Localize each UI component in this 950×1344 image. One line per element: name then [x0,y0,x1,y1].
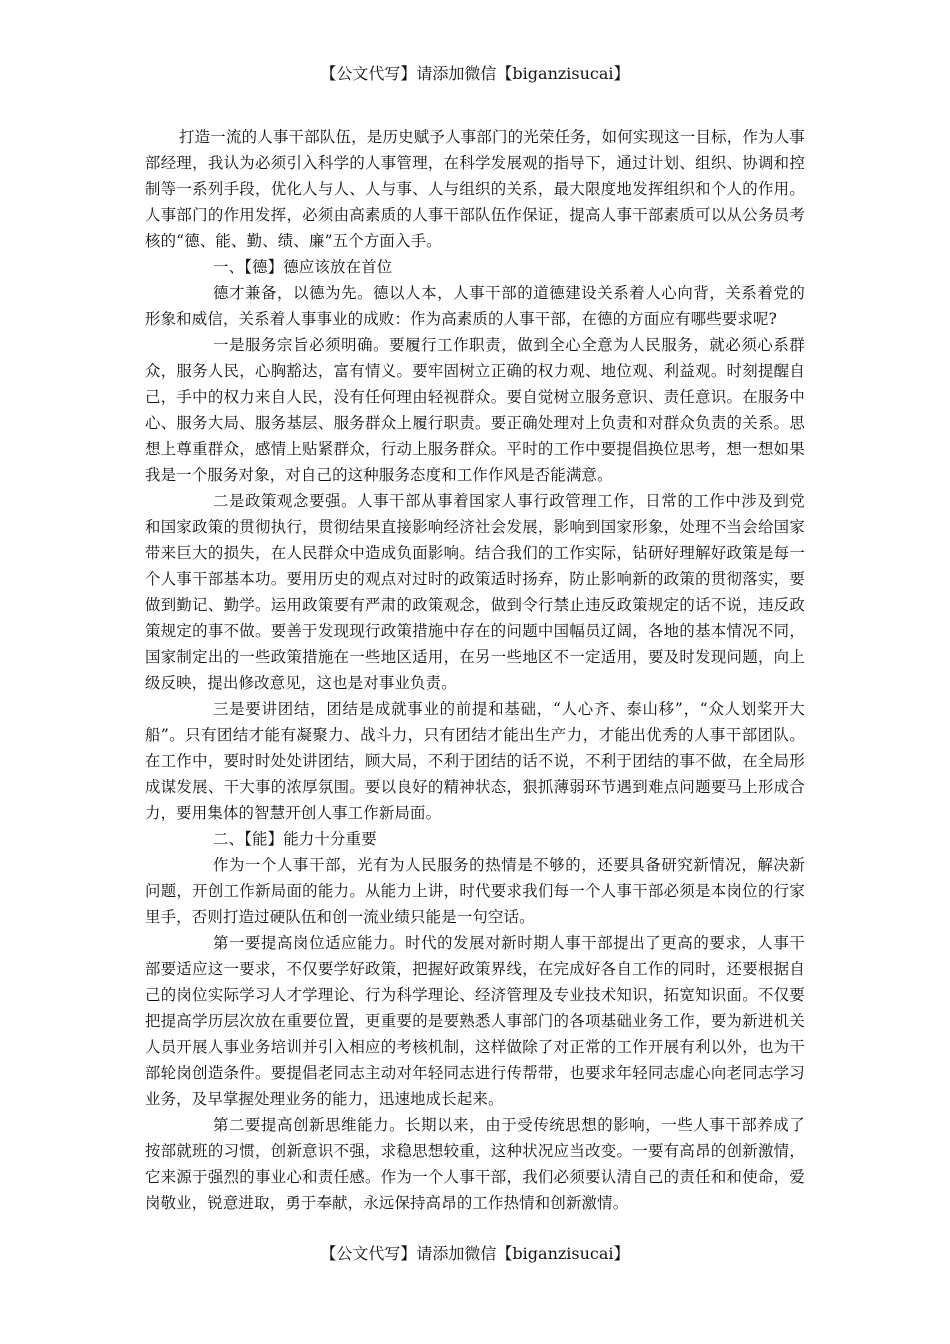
paragraph-neng-3: 第二要提高创新思维能力。长期以来，由于受传统思想的影响，一些人事干部养成了按部就班的习惯，创新意识不强，求稳思想较重，这种状况应当改变。一要有高昂的创新激情，它来源于强烈的事业心和责任感。作为一个人事干部，我们必须要认清自己的责任和和使命，爱岗敬业，锐意进取，勇于奉献，永远保持高昂的工作热情和创新激情。 [145,1116,805,1212]
page-header: 【公文代写】请添加微信【biganzisucai】 [320,64,630,83]
section-heading-de: 一、【德】德应该放在首位 [213,258,393,276]
paragraph-de-2: 一是服务宗旨必须明确。要履行工作职责，做到全心全意为人民服务，就必须心系群众，服务人民，心胸豁达，富有情义。要牢固树立正确的权力观、地位观、利益观。时刻提醒自己，手中的权力来自人民，没有任何理由轻视群众。要自觉树立服务意识、责任意识。在服务中心、服务大局、服务基层、服务群众上履行职责。要正确处理对上负责和对群众负责的关系。思想上尊重群众，感情上贴紧群众，行动上服务群众。平时的工作中要提倡换位思考，想一想如果我是一个服务对象，对自己的这种服务态度和工作作风是否能满意。 [145,336,805,484]
paragraph-de-3: 二是政策观念要强。人事干部从事着国家人事行政管理工作，日常的工作中涉及到党和国家政策的贯彻执行，贯彻结果直接影响经济社会发展，影响到国家形象，处理不当会给国家带来巨大的损失，在人民群众中造成负面影响。结合我们的工作实际，钻研好理解好政策是每一个人事干部基本功。要用历史的观点对过时的政策适时扬弃，防止影响新的政策的贯彻落实，要做到勤记、勤学。运用政策要有严肃的政策观念，做到令行禁止违反政策规定的话不说，违反政策规定的事不做。要善于发现现行政策措施中存在的问题中国幅员辽阔，各地的基本情况不同，国家制定出的一些政策措施在一些地区适用，在另一些地区不一定适用，要及时发现问题，向上级反映，提出修改意见，这也是对事业负责。 [145,492,805,692]
paragraph-de-1: 德才兼备，以德为先。德以人本，人事干部的道德建设关系着人心向背，关系着党的形象和威信，关系着人事事业的成败：作为高素质的人事干部，在德的方面应有哪些要求呢? [145,284,805,328]
page-footer: 【公文代写】请添加微信【biganzisucai】 [320,1244,630,1263]
document-body [145,124,805,1216]
paragraph-de-4: 三是要讲团结，团结是成就事业的前提和基础，“人心齐、泰山移”，“众人划桨开大船”。只有团结才能有凝聚力、战斗力，只有团结才能出生产力，才能出优秀的人事干部团队。在工作中，要时时处处讲团结，顾大局，不利于团结的话不说，不利于团结的事不做，在全局形成谋发展、干大事的浓厚氛围。要以良好的精神状态，狠抓薄弱环节遇到难点问题要马上形成合力，要用集体的智慧开创人事工作新局面。 [145,700,805,822]
paragraph-neng-1: 作为一个人事干部，光有为人民服务的热情是不够的，还要具备研究新情况，解决新问题，开创工作新局面的能力。从能力上讲，时代要求我们每一个人事干部必须是本岗位的行家里手，否则打造过硬队伍和创一流业绩只能是一句空话。 [145,856,805,926]
paragraph-neng-2: 第一要提高岗位适应能力。时代的发展对新时期人事干部提出了更高的要求，人事干部要适应这一要求，不仅要学好政策，把握好政策界线，在完成好各自工作的同时，还要根据自己的岗位实际学习人才学理论、行为科学理论、经济管理及专业技术知识，拓宽知识面。不仅要把提高学历层次放在重要位置，更重要的是要熟悉人事部门的各项基础业务工作，要为新进机关人员开展人事业务培训并引入相应的考核机制，这样做除了对正常的工作开展有利以外，也为干部轮岗创造条件。要提倡老同志主动对年轻同志进行传帮带，也要求年轻同志虚心向老同志学习业务，及早掌握处理业务的能力，迅速地成长起来。 [145,934,805,1108]
section-heading-neng: 二、【能】能力十分重要 [213,830,377,848]
intro-paragraph: 打造一流的人事干部队伍，是历史赋予人事部门的光荣任务，如何实现这一目标，作为人事部经理，我认为必须引入科学的人事管理，在科学发展观的指导下，通过计划、组织、协调和控制等一系列手段，优化人与人、人与事、人与组织的关系，最大限度地发挥组织和个人的作用。人事部门的作用发挥，必须由高素质的人事干部队伍作保证，提高人事干部素质可以从公务员考核的“德、能、勤、绩、廉”五个方面入手。 [145,128,805,250]
